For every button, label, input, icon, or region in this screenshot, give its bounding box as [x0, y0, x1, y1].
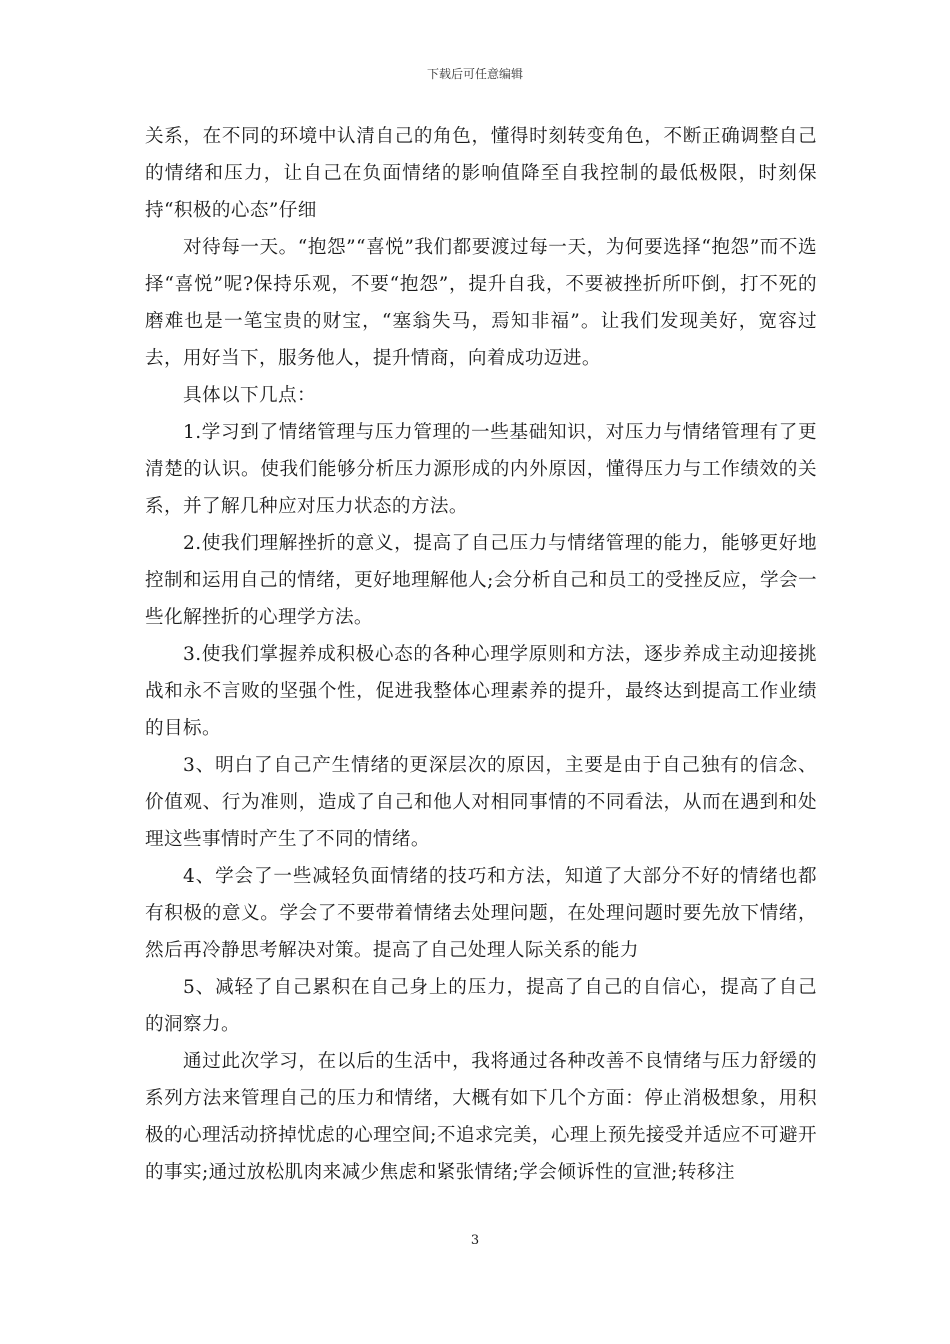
- list-item: 1.学习到了情绪管理与压力管理的一些基础知识，对压力与情绪管理有了更清楚的认识。使我们能够分析压力源形成的内外原因，懂得压力与工作绩效的关系，并了解几种应对压力状态的方法。: [145, 422, 817, 517]
- paragraph: 通过此次学习，在以后的生活中，我将通过各种改善不良情绪与压力舒缓的系列方法来管理自己的压力和情绪，大概有如下几个方面：停止消极想象，用积极的心理活动挤掉忧虑的心理空间;不追求完美，心理上预先接受并适应不可避开的事实;通过放松肌肉来减少焦虑和紧张情绪;学会倾诉性的宣泄;转移注: [145, 1051, 817, 1183]
- list-item: 2.使我们理解挫折的意义，提高了自己压力与情绪管理的能力，能够更好地控制和运用自己的情绪，更好地理解他人;会分析自己和员工的受挫反应，学会一些化解挫折的心理学方法。: [145, 533, 817, 628]
- list-item: 3.使我们掌握养成积极心态的各种心理学原则和方法，逐步养成主动迎接挑战和永不言败的坚强个性，促进我整体心理素养的提升，最终达到提高工作业绩的目标。: [145, 644, 817, 739]
- list-item: 3、明白了自己产生情绪的更深层次的原因，主要是由于自己独有的信念、价值观、行为准则，造成了自己和他人对相同事情的不同看法，从而在遇到和处理这些事情时产生了不同的情绪。: [145, 755, 817, 850]
- paragraph: 关系，在不同的环境中认清自己的角色，懂得时刻转变角色，不断正确调整自己的情绪和压力，让自己在负面情绪的影响值降至自我控制的最低极限，时刻保持“积极的心态”仔细: [145, 126, 817, 221]
- list-item: 4、学会了一些减轻负面情绪的技巧和方法，知道了大部分不好的情绪也都有积极的意义。学会了不要带着情绪去处理问题，在处理问题时要先放下情绪，然后再冷静思考解决对策。提高了自己处理人际关系的能力: [145, 866, 817, 961]
- page-header: 下载后可任意编辑: [426, 67, 523, 81]
- list-item: 5、减轻了自己累积在自己身上的压力，提高了自己的自信心，提高了自己的洞察力。: [145, 977, 817, 1035]
- paragraph: 具体以下几点：: [183, 385, 316, 406]
- page-number: 3: [470, 1233, 480, 1248]
- paragraph: 对待每一天。“抱怨”“喜悦”我们都要渡过每一天，为何要选择“抱怨”而不选择“喜悦”呢?保持乐观，不要“抱怨”，提升自我，不要被挫折所吓倒，打不死的磨难也是一笔宝贵的财宝，“塞翁失马，焉知非福”。让我们发现美好，宽容过去，用好当下，服务他人，提升情商，向着成功迈进。: [145, 237, 817, 369]
- document-body: [145, 118, 817, 1191]
